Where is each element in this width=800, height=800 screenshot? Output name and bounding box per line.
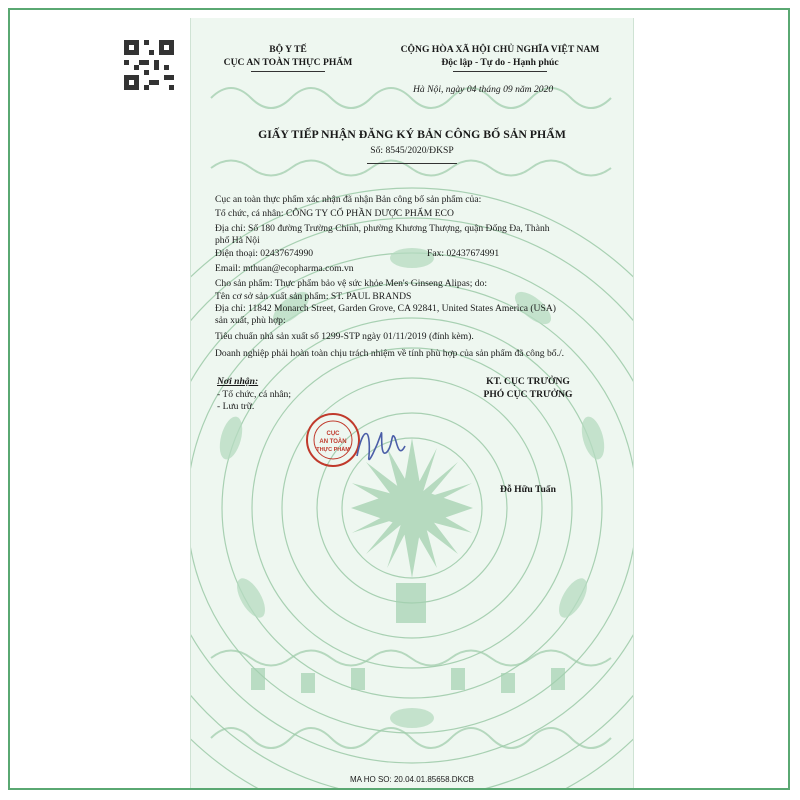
place-date: Hà Nội, ngày 04 tháng 09 năm 2020 — [413, 84, 554, 95]
svg-text:CỤC: CỤC — [326, 431, 340, 437]
document-title: GIẤY TIẾP NHẬN ĐĂNG KÝ BẢN CÔNG BỐ SẢN PHẨM — [258, 127, 566, 141]
intro-text: Cục an toàn thực phẩm xác nhận đã nhận Bản công bố sản phẩm của: — [215, 194, 482, 205]
fax: Fax: 02437674991 — [427, 248, 500, 259]
recipients-heading: Nơi nhận: — [217, 376, 259, 387]
standard-reference: Tiêu chuẩn nhà sản xuất số 1299-STP ngày 01/11/2019 (đính kèm). — [215, 331, 474, 342]
ministry-name: BỘ Y TẾ — [269, 44, 307, 55]
department-name: CỤC AN TOÀN THỰC PHẨM — [223, 57, 353, 68]
document-number: Số: 8545/2020/ĐKSP — [370, 145, 454, 156]
recipient-item: - Lưu trữ. — [217, 401, 255, 412]
signatory-role-1: KT. CỤC TRƯỞNG — [486, 376, 570, 387]
national-motto: Độc lập - Tự do - Hạnh phúc — [441, 57, 559, 68]
email: Email: mthuan@ecopharma.com.vn — [215, 263, 354, 274]
manufacturer-address-line-1: Địa chỉ: 11842 Monarch Street, Garden Grove, CA 92841, United States America (USA) — [215, 303, 556, 314]
organization: Tổ chức, cá nhân: CÔNG TY CỔ PHẦN DƯỢC PHẨM ECO — [215, 208, 454, 219]
manufacturer-address-line-2: sản xuất, phù hợp: — [215, 315, 286, 326]
signatory-name: Đỗ Hữu Tuấn — [500, 484, 556, 495]
svg-text:THỰC PHẨM: THỰC PHẨM — [316, 447, 350, 453]
title-underline — [367, 163, 457, 164]
organization-address-line-1: Địa chỉ: Số 180 đường Trường Chinh, phường Khương Thượng, quận Đống Đa, Thành — [215, 223, 550, 234]
svg-text:AN TOÀN: AN TOÀN — [319, 439, 347, 445]
certificate-paper — [190, 18, 634, 788]
product-line: Cho sản phẩm: Thực phẩm bảo vệ sức khỏe Men's Ginseng Alipas; do: — [215, 278, 488, 289]
recipient-item: - Tổ chức, cá nhân; — [217, 389, 292, 400]
organization-address-line-2: phố Hà Nội — [215, 235, 260, 246]
header-underline-right — [453, 71, 547, 72]
handwritten-signature — [353, 416, 413, 476]
manufacturer: Tên cơ sở sản xuất sản phẩm: ST. PAUL BRANDS — [215, 291, 412, 302]
signatory-role-2: PHÓ CỤC TRƯỞNG — [483, 389, 573, 400]
responsibility-statement: Doanh nghiệp phải hoàn toàn chịu trách nhiệm về tính phù hợp của sản phẩm đã công bố./. — [215, 348, 565, 359]
nation-name: CỘNG HÒA XÃ HỘI CHỦ NGHĨA VIỆT NAM — [400, 44, 600, 55]
dossier-code: MA HO SO: 20.04.01.85658.DKCB — [349, 775, 475, 784]
qr-code — [124, 40, 174, 90]
phone: Điện thoại: 02437674990 — [215, 248, 314, 259]
header-underline-left — [251, 71, 325, 72]
